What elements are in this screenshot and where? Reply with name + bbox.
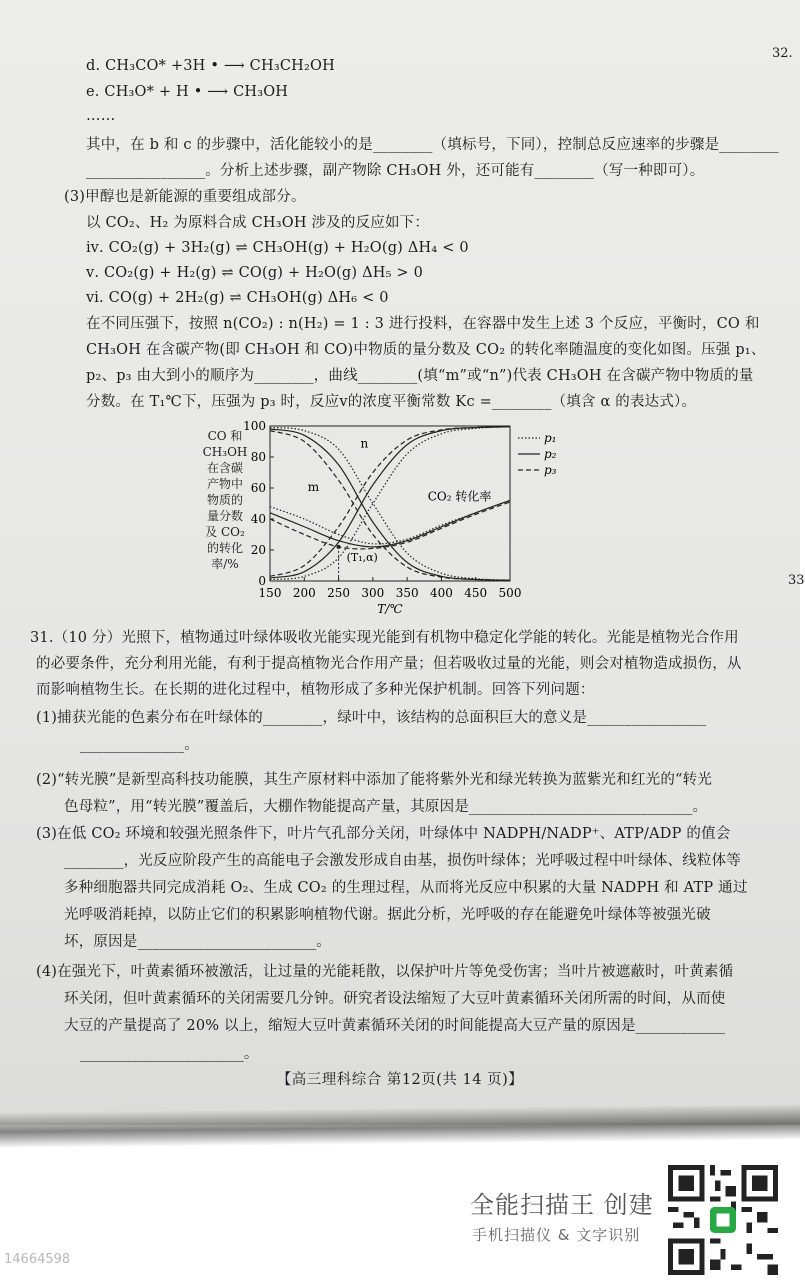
co2-conversion-label: CO₂ 转化率 bbox=[427, 489, 492, 504]
series-line bbox=[270, 502, 510, 549]
reaction-iv: ⅳ. CO₂(g) + 3H₂(g) ⇌ CH₃OH(g) + H₂O(g) ΔH₄ < 0 bbox=[86, 240, 469, 256]
x-tick-label: 300 bbox=[361, 586, 385, 600]
scanner-watermark-title: 全能扫描王 创建 bbox=[470, 1191, 654, 1219]
curve-m-label: m bbox=[307, 480, 320, 495]
legend-label: p₂ bbox=[544, 447, 557, 461]
q31-line-1: 31.（10 分）光照下，植物通过叶绿体吸收光能实现光能到有机物中稳定化学能的转化。光能是植物光合作用 bbox=[30, 630, 739, 646]
q31-sub1-line-2: ______________。 bbox=[80, 737, 199, 753]
q31-sub2-line-2: 色母粒”，用“转光膜”覆盖后，大棚作物能提高产量，其原因是______________________________。 bbox=[64, 799, 708, 815]
x-tick-label: 150 bbox=[258, 586, 282, 600]
x-tick-label: 450 bbox=[464, 586, 488, 600]
question-line-1: 其中，在 b 和 c 的步骤中，活化能较小的是________（填标号，下同），控制总反应速率的步骤是________ bbox=[86, 137, 779, 153]
q31-line-3: 而影响植物生长。在长期的进化过程中，植物形成了多种光保护机制。回答下列问题： bbox=[36, 682, 595, 698]
ylabel-line: 产物中 bbox=[206, 477, 243, 491]
legend-label: p₃ bbox=[544, 463, 557, 477]
q31-sub3-line-3: 多种细胞器共同完成消耗 O₂、生成 CO₂ 的生理过程，从而将光反应中积累的大量 NADPH 和 ATP 通过 bbox=[64, 880, 748, 896]
reaction-v: ⅴ. CO₂(g) + H₂(g) ⇌ CO(g) + H₂O(g) ΔH₅ > 0 bbox=[86, 265, 424, 281]
q31-sub1-line-1: (1)捕获光能的色素分布在叶绿体的________，绿叶中，该结构的总面积巨大的意义是________________ bbox=[36, 710, 707, 726]
t1-point bbox=[337, 545, 341, 549]
y-tick-label: 20 bbox=[250, 543, 266, 557]
scanner-watermark-subtitle: 手机扫描仪 & 文字识别 bbox=[472, 1226, 641, 1244]
series-line bbox=[270, 500, 510, 544]
legend-label: p₁ bbox=[544, 431, 557, 445]
ylabel-line: 物质的 bbox=[206, 493, 243, 507]
series-line bbox=[270, 500, 510, 547]
reaction-intro: 以 CO₂、H₂ 为原料合成 CH₃OH 涉及的反应如下： bbox=[86, 215, 430, 231]
y-tick-label: 0 bbox=[258, 574, 266, 588]
step-d: d. CH₃CO* +3H • ⟶ CH₃CH₂OH bbox=[86, 58, 335, 74]
qr-code-icon bbox=[668, 1165, 778, 1275]
ylabel-line: 量分数 bbox=[206, 509, 243, 523]
paragraph-line-2: CH₃OH 在含碳产物(即 CH₃OH 和 CO)中物质的量分数及 CO₂ 的转化率随温度的变化如图。压强 p₁、 bbox=[86, 342, 766, 358]
y-tick-label: 40 bbox=[250, 512, 266, 526]
ylabel-line: 及 CO₂ bbox=[205, 525, 245, 539]
t1-alpha-label: (T₁,α) bbox=[346, 550, 378, 564]
q31-sub3-line-5: 坏，原因是________________________。 bbox=[64, 934, 331, 950]
next-question-number: 32. bbox=[772, 46, 793, 61]
reaction-vi: ⅵ. CO(g) + 2H₂(g) ⇌ CH₃OH(g) ΔH₆ < 0 bbox=[86, 290, 389, 306]
paragraph-line-1: 在不同压强下，按照 n(CO₂) : n(H₂) = 1 : 3 进行投料，在容器中发生上述 3 个反应，平衡时，CO 和 bbox=[86, 316, 760, 332]
paragraph-line-3: p₂、p₃ 由大到小的顺序为________，曲线________(填“m”或“n”)代表 CH₃OH 在含碳产物中物质的量 bbox=[86, 368, 754, 384]
y-tick-label: 100 bbox=[243, 419, 266, 433]
q31-sub2-line-1: (2)“转光膜”是新型高科技功能膜，其生产原材料中添加了能将紫外光和绿光转换为蓝紫光和红光的“转光 bbox=[36, 772, 713, 788]
page-footer: 【高三理科综合 第12页(共 14 页)】 bbox=[276, 1072, 524, 1088]
q31-sub3-line-1: (3)在低 CO₂ 环境和较强光照条件下，叶片气孔部分关闭，叶绿体中 NADPH/NADP⁺、ATP/ADP 的值会 bbox=[36, 826, 731, 842]
q31-line-2: 的必要条件，充分利用光能，有利于提高植物光合作用产量；但若吸收过量的光能，则会对植物造成损伤，从 bbox=[36, 656, 742, 672]
x-tick-label: 200 bbox=[292, 586, 316, 600]
q31-sub4-line-1: (4)在强光下，叶黄素循环被激活，让过量的光能耗散，以保护叶片等免受伤害；当叶片被遮蔽时，叶黄素循 bbox=[36, 964, 734, 980]
equilibrium-chart bbox=[240, 418, 580, 618]
ylabel-line: 的转化 bbox=[206, 541, 243, 555]
q31-sub3-line-4: 光呼吸消耗掉，以防止它们的积累影响植物代谢。据此分析，光呼吸的存在能避免叶绿体等被强光破 bbox=[64, 907, 711, 923]
x-tick-label: 250 bbox=[327, 586, 351, 600]
next-question-number-33: 33 bbox=[788, 573, 805, 588]
x-tick-label: 350 bbox=[395, 586, 419, 600]
y-tick-label: 80 bbox=[250, 450, 266, 464]
y-tick-label: 60 bbox=[250, 481, 266, 495]
ylabel-line: CH₃OH bbox=[202, 445, 248, 459]
ellipsis: …… bbox=[86, 108, 116, 124]
step-e: e. CH₃O* + H • ⟶ CH₃OH bbox=[86, 84, 289, 100]
x-tick-label: 400 bbox=[429, 586, 453, 600]
series-line bbox=[270, 429, 510, 580]
scan-id: 14664598 bbox=[4, 1252, 71, 1267]
ylabel-line: CO 和 bbox=[207, 429, 243, 443]
series-line bbox=[270, 428, 510, 581]
page-edge-shadow bbox=[0, 1104, 800, 1148]
question-line-2: ________________。分析上述步骤，副产物除 CH₃OH 外，还可能有________（写一种即可）。 bbox=[86, 163, 705, 179]
x-tick-label: 500 bbox=[498, 586, 522, 600]
q31-sub4-line-4: ______________________。 bbox=[80, 1046, 259, 1062]
q31-sub4-line-3: 大豆的产量提高了 20% 以上，缩短大豆叶黄素循环关闭的时间能提高大豆产量的原因是____________ bbox=[64, 1018, 726, 1034]
curve-n-label: n bbox=[360, 436, 369, 451]
part-3-heading: (3)甲醇也是新能源的重要组成部分。 bbox=[64, 189, 306, 205]
q31-sub3-line-2: ________，光反应阶段产生的高能电子会激发形成自由基，损伤叶绿体；光呼吸过程中叶绿体、线粒体等 bbox=[64, 853, 741, 869]
chart-frame bbox=[270, 426, 510, 581]
q31-sub4-line-2: 环关闭，但叶黄素循环的关闭需要几分钟。研究者设法缩短了大豆叶黄素循环关闭所需的时间，从而使 bbox=[64, 991, 726, 1007]
x-axis-label: T/℃ bbox=[377, 602, 403, 616]
ylabel-line: 率/% bbox=[211, 557, 239, 571]
ylabel-line: 在含碳 bbox=[206, 461, 243, 475]
paragraph-line-4: 分数。在 T₁℃下，压强为 p₃ 时，反应ⅴ的浓度平衡常数 Kc =________（填含 α 的表达式）。 bbox=[86, 394, 697, 410]
